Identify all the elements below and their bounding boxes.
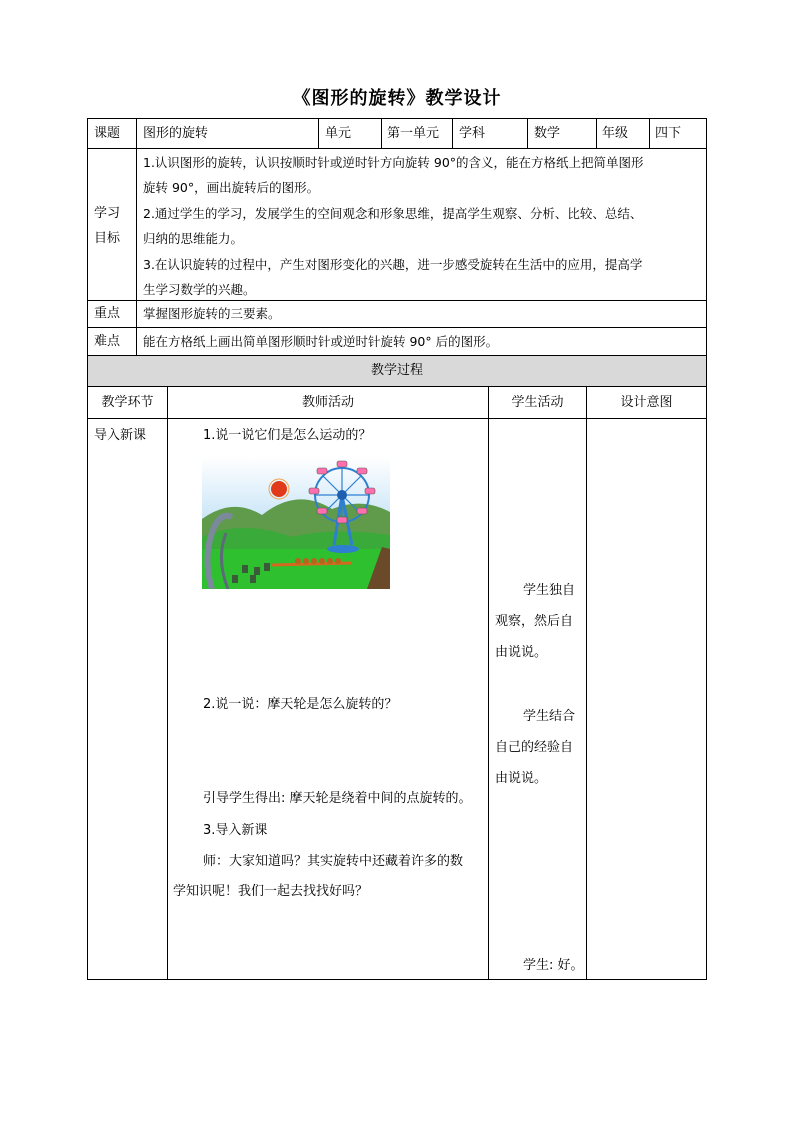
- objectives-label-1: 学习: [94, 206, 121, 221]
- label-topic: 课题: [94, 126, 121, 141]
- objective-2b: 归纳的思维能力。: [143, 231, 244, 246]
- ferris-wheel-illustration: [202, 457, 390, 589]
- page-title: 《图形的旋转》教学设计: [292, 88, 502, 109]
- key-point-text: 掌握图形旋转的三要素。: [143, 306, 281, 321]
- label-unit: 单元: [325, 126, 352, 141]
- col-intent: 设计意图: [620, 395, 673, 410]
- student-activity-1c: 由说说。: [495, 645, 548, 660]
- student-activity-1b: 观察，然后自: [495, 614, 574, 629]
- teacher-step-2: 2.说一说：摩天轮是怎么旋转的？: [203, 697, 398, 712]
- student-activity-3: 学生: 好。: [523, 958, 584, 973]
- objective-3b: 生学习数学的兴趣。: [143, 282, 256, 297]
- teacher-guide: 引导学生得出: 摩天轮是绕着中间的点旋转的。: [203, 791, 472, 806]
- unit-value: 第一单元: [387, 126, 440, 141]
- lesson-table: [87, 118, 707, 980]
- student-activity-1a: 学生独自: [523, 583, 576, 598]
- key-point-label: 重点: [94, 306, 121, 321]
- teacher-speech-2: 学知识呢！我们一起去找找好吗？: [173, 884, 369, 899]
- col-teacher: 教师活动: [301, 395, 354, 410]
- process-header: 教学过程: [370, 363, 423, 378]
- difficulty-text: 能在方格纸上画出简单图形顺时针或逆时针旋转 90° 后的图形。: [143, 334, 499, 349]
- student-activity-2a: 学生结合: [523, 709, 576, 724]
- grade-value: 四下: [655, 126, 682, 141]
- teacher-speech-1: 师：大家知道吗？其实旋转中还藏着许多的数: [203, 854, 464, 869]
- difficulty-label: 难点: [94, 334, 121, 349]
- teacher-step-3: 3.导入新课: [203, 823, 268, 838]
- col-stage: 教学环节: [101, 395, 154, 410]
- objective-2a: 2.通过学生的学习，发展学生的空间观念和形象思维，提高学生观察、分析、比较、总结、: [143, 206, 643, 221]
- stage-intro: 导入新课: [94, 428, 147, 443]
- topic-value: 图形的旋转: [143, 126, 209, 141]
- subject-value: 数学: [534, 126, 561, 141]
- col-student: 学生活动: [511, 395, 564, 410]
- student-activity-2b: 自己的经验自: [495, 740, 574, 755]
- objective-1b: 旋转 90°，画出旋转后的图形。: [143, 180, 320, 195]
- objectives-label-2: 目标: [94, 231, 121, 246]
- label-subject: 学科: [459, 126, 486, 141]
- student-activity-2c: 由说说。: [495, 771, 548, 786]
- label-grade: 年级: [602, 126, 629, 141]
- objective-3a: 3.在认识旋转的过程中，产生对图形变化的兴趣，进一步感受旋转在生活中的应用，提高学: [143, 257, 643, 272]
- teacher-step-1: 1.说一说它们是怎么运动的？: [203, 428, 372, 443]
- objective-1a: 1.认识图形的旋转，认识按顺时针或逆时针方向旋转 90°的含义，能在方格纸上把简单图形: [143, 155, 644, 170]
